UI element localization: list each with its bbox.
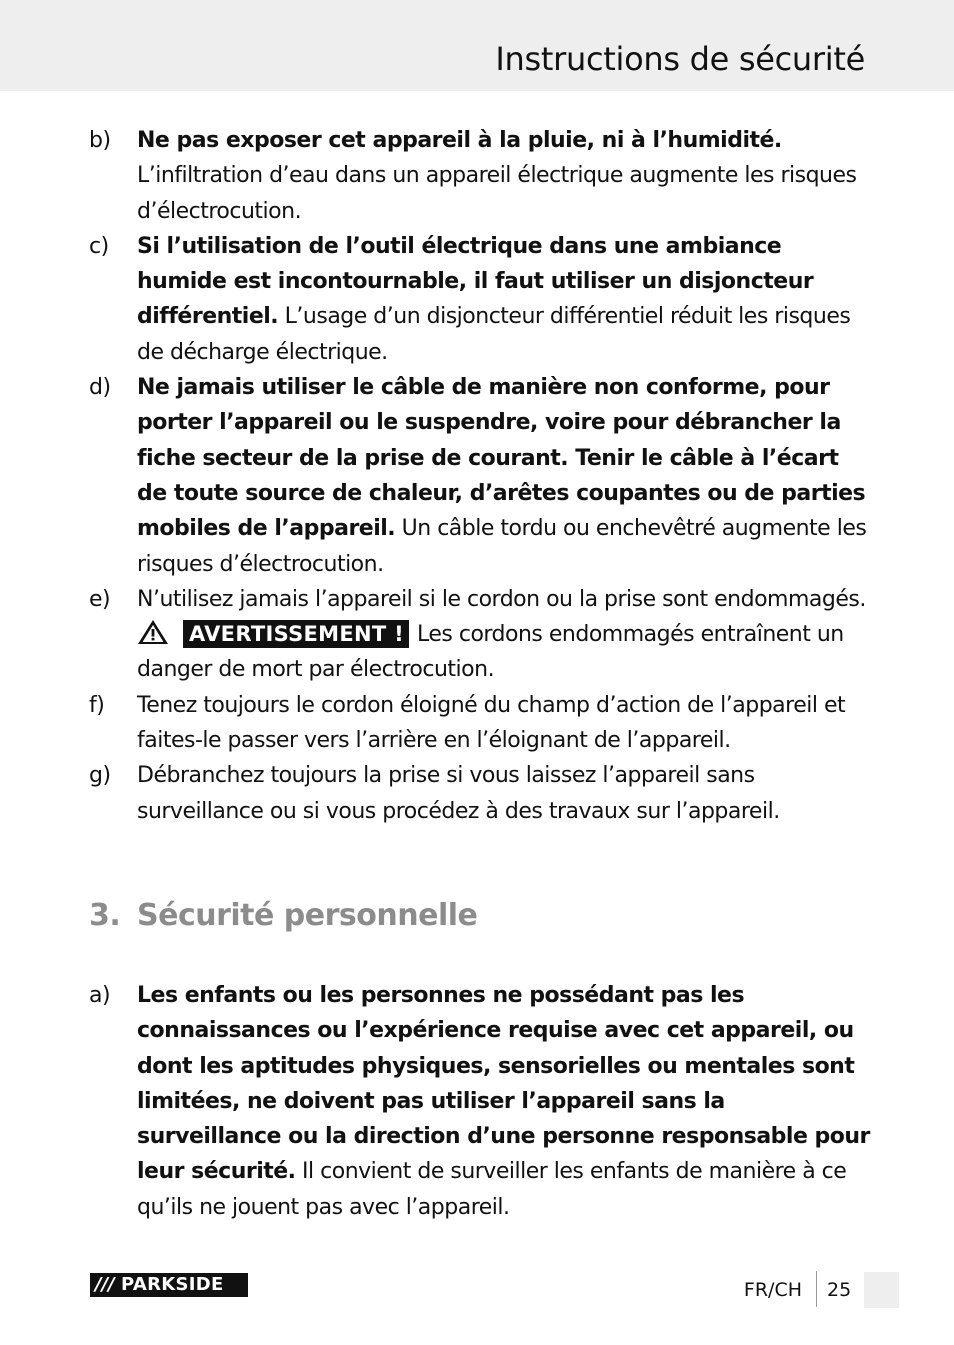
item-text: L’infiltration d’eau dans un appareil électrique augmente les risques d’électrocution. (137, 163, 857, 224)
footer-divider (816, 1271, 817, 1307)
logo-slashes: /// (95, 1274, 115, 1295)
logo-brand: PARKSIDE (121, 1274, 224, 1295)
main-content (89, 123, 874, 1225)
item-marker: f) (89, 692, 105, 718)
list-item-f (89, 688, 874, 759)
item-bold-text: Ne jamais utiliser le câble de manière non conforme, pour porter l’appareil ou le suspendre, voire pour débrancher la fiche secteur de la prise de courant. Tenir le câble à l’écart de toute source de chaleur, d’arêtes coupantes ou de parties mobiles de l’appareil. (137, 375, 866, 542)
list-item-c (89, 229, 874, 370)
item-text: Tenez toujours le cordon éloigné du champ d’action de l’appareil et faites-le passer vers l’arrière en l’éloignant de l’appareil. (137, 692, 846, 754)
item-text: L’usage d’un disjoncteur différentiel réduit les risques de décharge électrique. (137, 304, 851, 365)
footer-tab-box (864, 1272, 899, 1308)
warning-triangle-icon (137, 619, 169, 645)
item-marker: a) (89, 982, 111, 1008)
page-title: Instructions de sécurité (495, 40, 865, 78)
section-title-text: Sécurité personnelle (137, 897, 478, 933)
warning-label: AVERTISSEMENT ! (183, 620, 409, 648)
item-marker: b) (89, 128, 111, 153)
list-item-a (89, 978, 874, 1225)
item-text: Il convient de surveiller les enfants de manière à ce qu’ils ne jouent pas avec l’appareil. (137, 1159, 847, 1220)
section-number: 3. (89, 897, 121, 933)
footer-region: FR/CH (743, 1279, 802, 1301)
item-text: Un câble tordu ou enchevêtré augmente les risques d’électrocution. (137, 516, 867, 577)
item-bold-text: Les enfants ou les personnes ne possédant pas les connaissances ou l’expérience requise avec cet appareil, ou dont les aptitudes physiques, sensorielles ou mentales sont limitées, ne doivent pas utiliser l’appareil sans la surveillance ou la direction d’une personne responsable pour leur sécurité. (137, 982, 870, 1185)
parkside-logo (90, 1273, 248, 1297)
list-item-g (89, 758, 874, 829)
item-text: Débranchez toujours la prise si vous laissez l’appareil sans surveillance ou si vous procédez à des travaux sur l’appareil. (137, 763, 780, 824)
warning-text: Les cordons endommagés entraînent un danger de mort par électrocution. (137, 622, 844, 683)
item-text: N’utilisez jamais l’appareil si le cordon ou la prise sont endommagés. (137, 586, 866, 612)
list-item-d (89, 370, 874, 582)
item-marker: d) (89, 375, 111, 401)
item-marker: g) (89, 763, 111, 789)
list-item-b (89, 123, 874, 229)
item-bold-text: Ne pas exposer cet appareil à la pluie, ni à l’humidité. (137, 128, 782, 153)
header-bar (0, 0, 954, 91)
list-item-e (89, 582, 874, 688)
page-number: 25 (827, 1279, 852, 1301)
section-heading (89, 896, 874, 936)
item-marker: c) (89, 233, 109, 259)
item-marker: e) (89, 586, 111, 612)
item-bold-text: Si l’utilisation de l’outil électrique dans une ambiance humide est incontournable, il faut utiliser un disjoncteur différentiel. (137, 233, 814, 330)
